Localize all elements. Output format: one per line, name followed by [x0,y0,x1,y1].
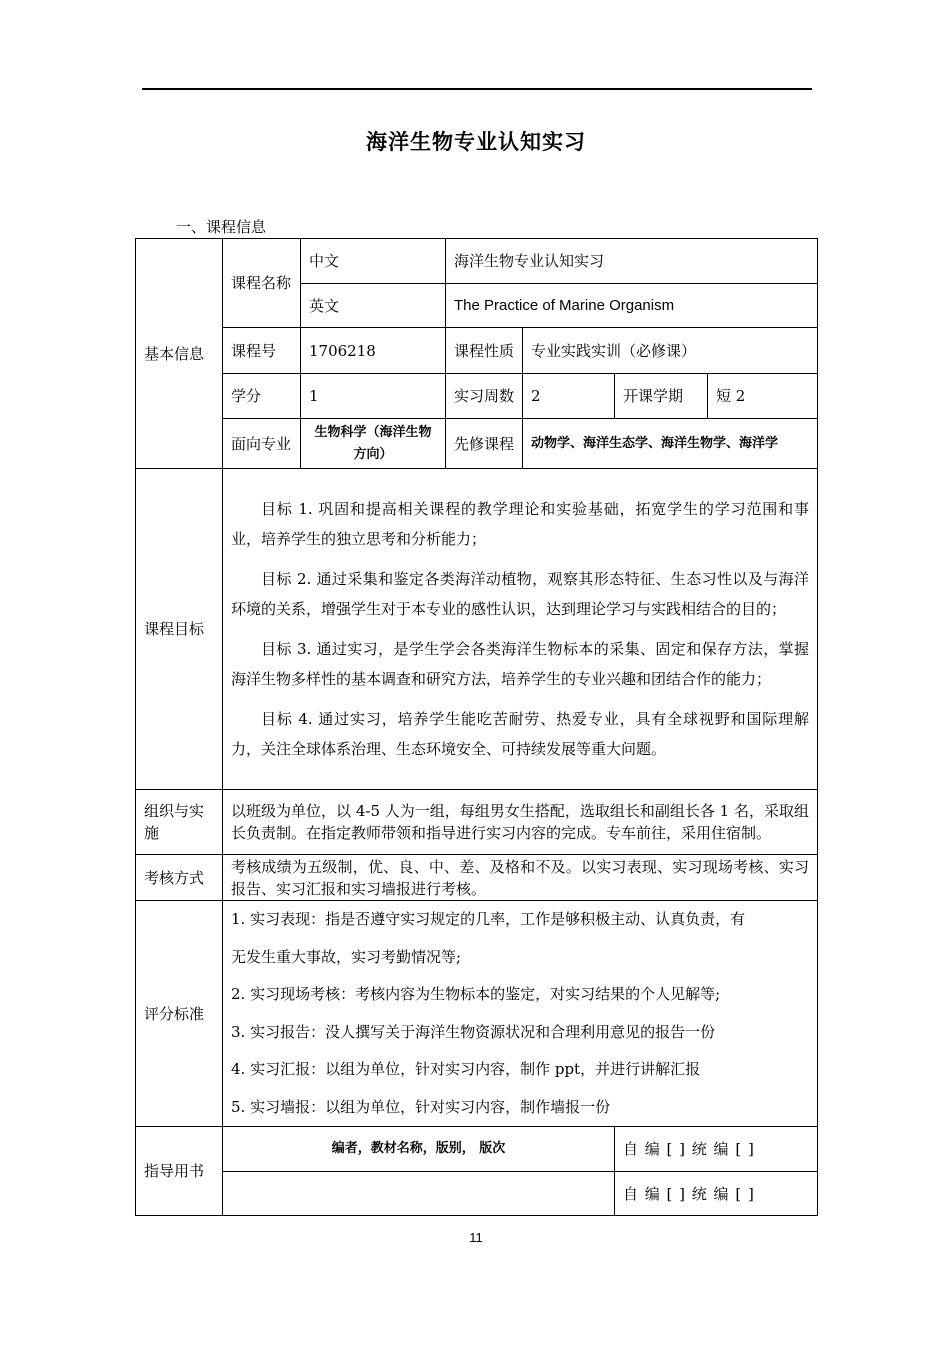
term-value: 短 2 [708,374,818,419]
course-type-label: 课程性质 [446,328,523,374]
document-title: 海洋生物专业认知实习 [366,129,586,154]
course-name-label: 课程名称 [223,239,301,328]
goal-4: 目标 4. 通过实习，培养学生能吃苦耐劳、热爱专业，具有全球视野和国际理解力，关注全球体系治理、生态环境安全、可持续发展等重大问题。 [231,710,810,758]
course-no-label: 课程号 [223,328,301,374]
course-no-value: 1706218 [301,328,446,374]
chinese-label: 中文 [301,239,446,284]
basic-info-label: 基本信息 [136,239,223,469]
english-label: 英文 [301,284,446,328]
page-number: 11 [469,1230,483,1245]
weeks-label: 实习周数 [446,374,523,419]
criteria-line-3: 2. 实习现场考核：考核内容为生物标本的鉴定，对实习结果的个人见解等; [231,985,721,1003]
criteria-line-6: 5. 实习墙报：以组为单位，针对实习内容，制作墙报一份 [231,1097,611,1116]
chinese-course-name: 海洋生物专业认知实习 [446,239,818,284]
course-info-table [135,238,818,1216]
goal-2: 目标 2. 通过采集和鉴定各类海洋动植物，观察其形态特征、生态习性以及与海洋环境的关系，增强学生对于本专业的感性认识，达到理论学习与实践相结合的目的； [231,570,810,618]
credit-label: 学分 [223,374,301,419]
books-header: 编者，教材名称，版别， 版次 [223,1127,615,1172]
org-label: 组织与实施 [136,790,223,855]
criteria-line-2: 无发生重大事故，实习考勤情况等; [231,947,462,966]
book-type-row-2: 自 编 [ ] 统 编 [ ] [615,1172,818,1216]
criteria-line-1: 1. 实习表现：指是否遵守实习规定的几率，工作是够积极主动、认真负责，有 [231,910,746,928]
prereq-label: 先修课程 [446,419,523,469]
section-heading: 一、课程信息 [176,218,267,236]
course-type-value: 专业实践实训（必修课） [523,328,818,374]
criteria-cell [223,901,818,1127]
goal-3: 目标 3. 通过实习，是学生学会各类海洋生物标本的采集、固定和保存方法，掌握海洋生物多样性的基本调查和研究方法，培养学生的专业兴趣和团结合作的能力； [231,640,810,688]
english-course-name: The Practice of Marine Organism [446,284,818,328]
goals-cell [223,469,818,790]
assess-label: 考核方式 [136,855,223,901]
org-text: 以班级为单位，以 4-5 人为一组，每组男女生搭配，选取组长和副组长各 1 名，采取组长负责制。在指定教师带领和指导进行实习内容的完成。专车前往，采用住宿制。 [223,790,818,855]
goal-1: 目标 1. 巩固和提高相关课程的教学理论和实验基础，拓宽学生的学习范围和事业，培养学生的独立思考和分析能力； [231,500,810,548]
criteria-line-5: 4. 实习汇报：以组为单位，针对实习内容，制作 ppt，并进行讲解汇报 [231,1060,701,1078]
major-label: 面向专业 [223,419,301,469]
weeks-value: 2 [523,374,615,419]
major-value: 生物科学（海洋生物方向） [301,419,446,469]
books-entry-empty [223,1172,615,1216]
criteria-label: 评分标准 [136,901,223,1127]
criteria-line-4: 3. 实习报告：没人撰写关于海洋生物资源状况和合理利用意见的报告一份 [231,1022,716,1041]
prereq-value: 动物学、海洋生态学、海洋生物学、海洋学 [523,419,818,469]
goals-label: 课程目标 [136,469,223,790]
header-rule [142,88,812,90]
books-label: 指导用书 [136,1127,223,1216]
credit-value: 1 [301,374,446,419]
assess-text: 考核成绩为五级制，优、良、中、差、及格和不及。以实习表现、实习现场考核、实习报告、实习汇报和实习墙报进行考核。 [223,855,818,901]
book-type-row-1: 自 编 [ ] 统 编 [ ] [615,1127,818,1172]
term-label: 开课学期 [615,374,708,419]
